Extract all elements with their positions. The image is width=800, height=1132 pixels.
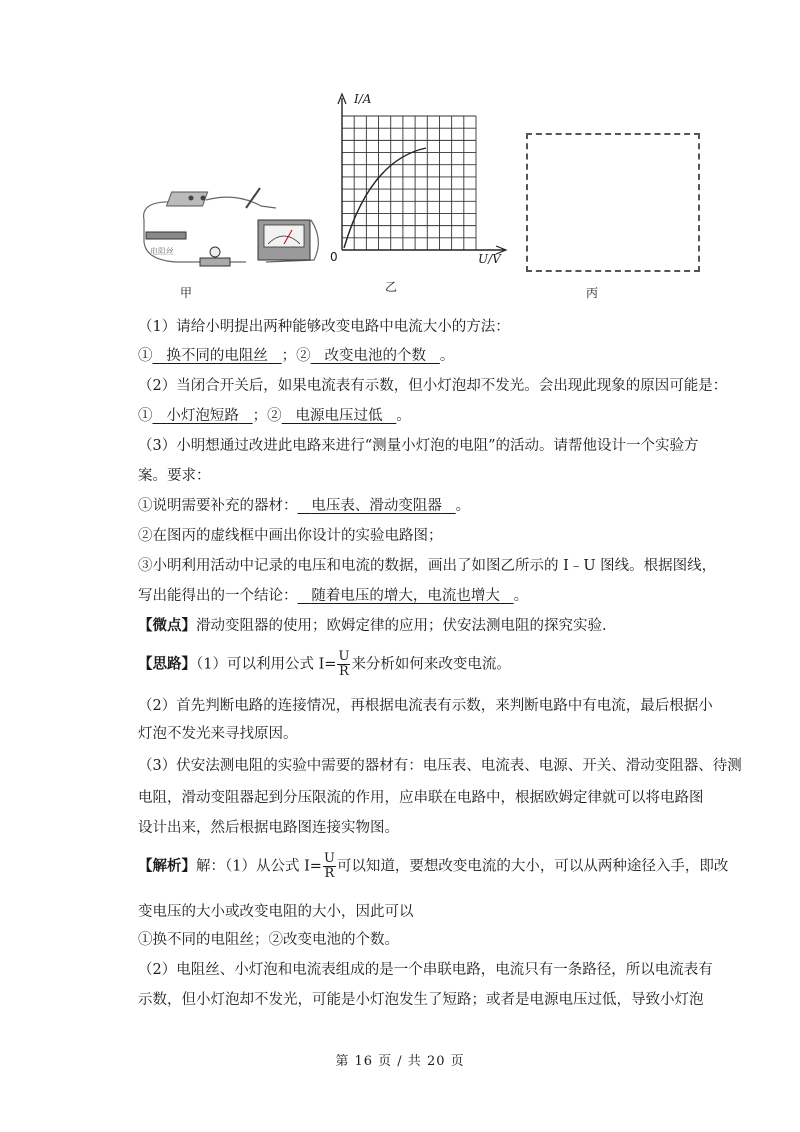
q1-a2-mark: ②	[296, 348, 311, 364]
q2-prompt: （2）当闭合开关后，如果电流表有示数，但小灯泡却不发光。会出现此现象的原因可能是：	[138, 378, 728, 394]
q1-sep: ；	[281, 348, 297, 364]
silu-p3-line2: 电阻，滑动变阻器起到分压限流的作用，应串联在电路中，根据欧姆定律就可以将电路图	[138, 790, 704, 806]
jiexi-p2-line1: （2）电阻丝、小灯泡和电流表组成的是一个串联电路，电流只有一条路径，所以电流表有	[138, 962, 713, 978]
weidian-text: 滑动变阻器的使用；欧姆定律的应用；伏安法测电阻的探究实验.	[196, 618, 607, 634]
q3-item1-prefix: ①说明需要补充的器材：	[138, 498, 298, 514]
q2-a2: 电源电压过低	[295, 408, 383, 424]
q1-a2: 改变电池的个数	[324, 348, 426, 364]
q3-prompt-line2: 案。要求：	[138, 468, 211, 484]
silu-fraction: $\frac{U}{R}$	[338, 649, 350, 679]
q1-prompt: （1）请给小明提出两种能够改变电路中电流大小的方法：	[138, 319, 510, 335]
figure-jia	[136, 180, 326, 275]
figure-jia-caption: 甲	[180, 286, 193, 300]
jiexi-p1-line2: 变电压的大小或改变电阻的大小，因此可以	[138, 904, 414, 920]
silu-p2-line1: （2）首先判断电路的连接情况，再根据电流表有示数，来判断电路中有电流，最后根据小	[138, 698, 713, 714]
y-axis-label: I/A	[354, 92, 372, 106]
resistance-wire-label: 电阻丝	[150, 247, 174, 256]
circuit-photo-illustration	[136, 180, 326, 275]
silu-p3-line3: 设计出来，然后根据电路图连接实物图。	[138, 820, 399, 836]
jiexi-p1: 【解析】解：（1）从公式 I= $\frac{U}{R}$ 可以知道，要想改变电流的大小，可以从两种途径入手，即改	[138, 851, 729, 881]
jiexi-tag: 【解析】	[138, 857, 196, 875]
page-footer: 第 16 页 / 共 20 页	[335, 1054, 465, 1069]
jiexi-p1-line3: ①换不同的电阻丝；②改变电池的个数。	[138, 932, 399, 948]
q1-a1: 换不同的电阻丝	[166, 348, 268, 364]
q2-answers	[138, 406, 411, 426]
q3-item1-answer: 电压表、滑动变阻器	[311, 498, 442, 514]
q2-a1: 小灯泡短路	[166, 408, 239, 424]
figure-yi-caption: 乙	[385, 280, 398, 294]
q3-prompt-line1: （3）小明想通过改进此电路来进行“测量小灯泡的电阻”的活动。请帮他设计一个实验方	[138, 438, 699, 454]
q3-item2: ②在图丙的虚线框中画出你设计的实验电路图；	[138, 528, 443, 544]
silu-tag: 【思路】	[138, 655, 196, 673]
figure-bing-caption: 丙	[586, 286, 599, 300]
silu-p1: 【思路】（1）可以利用公式 I= $\frac{U}{R}$ 来分析如何来改变电流。	[138, 649, 511, 679]
figure-bing-dashed-box	[526, 133, 700, 272]
q3-item3-line1: ③小明利用活动中记录的电压和电流的数据，画出了如图乙所示的 I﹣U 图线。根据图线，	[138, 558, 717, 574]
q2-sep: ；	[252, 408, 268, 424]
q3-item1: ①说明需要补充的器材： 电压表、滑动变阻器 。	[138, 498, 471, 514]
q3-item3-line2: 写出能得出的一个结论： 随着电压的增大，电流也增大 。	[138, 588, 529, 604]
q3-item3-answer: 随着电压的增大，电流也增大	[311, 588, 500, 604]
jiexi-fraction: $\frac{U}{R}$	[323, 851, 335, 881]
q2-a2-mark: ②	[267, 408, 282, 424]
figure-yi	[330, 90, 510, 270]
iu-graph	[330, 90, 510, 270]
iu-curve	[344, 148, 426, 248]
q2-a1-mark: ①	[138, 408, 153, 424]
weidian	[138, 616, 607, 636]
x-axis-label: U/V	[478, 252, 501, 266]
weidian-tag: 【微点】	[138, 617, 196, 634]
q1-a1-mark: ①	[138, 348, 153, 364]
q1-answers	[138, 346, 454, 366]
silu-p3-line1: （3）伏安法测电阻的实验中需要的器材有：电压表、电流表、电源、开关、滑动变阻器、待测	[138, 758, 742, 774]
q2-end: 。	[396, 408, 411, 424]
silu-p2-line2: 灯泡不发光来寻找原因。	[138, 726, 298, 742]
q1-end: 。	[439, 348, 455, 364]
jiexi-p2-line2: 示数，但小灯泡却不发光，可能是小灯泡发生了短路；或者是电源电压过低，导致小灯泡	[138, 992, 704, 1008]
origin-label: 0	[330, 250, 338, 264]
